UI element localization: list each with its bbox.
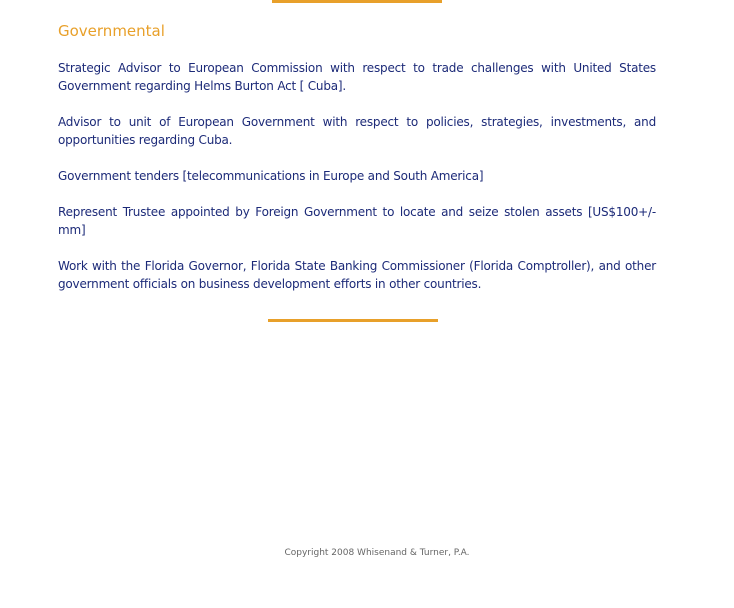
top-divider [272, 0, 442, 3]
bottom-divider [268, 319, 438, 322]
paragraph-eu-government-advisor: Advisor to unit of European Government with respect to policies, strategies, investments, and opportunities regarding Cuba. [58, 115, 656, 147]
paragraph-represent-trustee: Represent Trustee appointed by Foreign Government to locate and seize stolen assets [US$100+/-mm] [58, 205, 656, 237]
section-heading: Governmental [58, 22, 165, 40]
section-content [58, 59, 656, 311]
paragraph-government-tenders: Government tenders [telecommunications in Europe and South America] [58, 169, 484, 183]
paragraph-eu-commission-advisor: Strategic Advisor to European Commission with respect to trade challenges with United States Government regarding Helms Burton Act [ Cuba]. [58, 61, 656, 93]
copyright-footer: Copyright 2008 Whisenand & Turner, P.A. [284, 548, 470, 558]
paragraph-florida-governor: Work with the Florida Governor, Florida State Banking Commissioner (Florida Comptroller), and other government officials on business development efforts in other countries. [58, 259, 656, 291]
